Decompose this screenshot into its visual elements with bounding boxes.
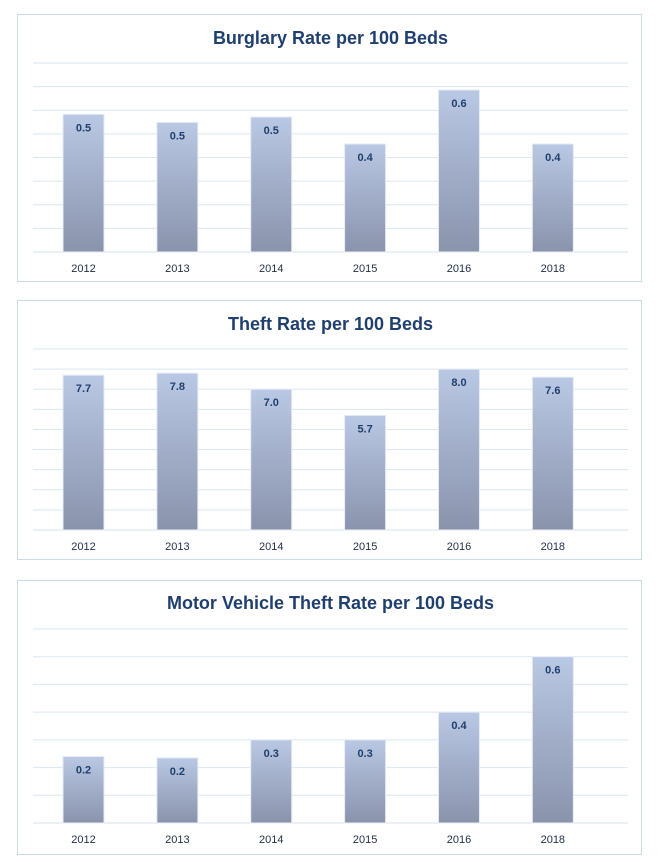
theft-bar-2012 <box>63 375 104 530</box>
theft-x-tick-2014: 2014 <box>258 541 284 553</box>
motor-vehicle-theft-x-tick-2014: 2014 <box>258 834 284 846</box>
motor-vehicle-theft-data-label-2015: 0.3 <box>357 747 373 760</box>
burglary-bar-2016 <box>438 90 479 252</box>
theft-bar-2014 <box>251 389 292 530</box>
motor-vehicle-theft-chart-title: Motor Vehicle Theft Rate per 100 Beds <box>166 593 495 613</box>
theft-x-tick-2012: 2012 <box>71 541 96 553</box>
motor-vehicle-theft-data-label-2012: 0.2 <box>75 764 92 777</box>
burglary-chart-panel <box>17 14 642 282</box>
theft-data-label-2016: 8.0 <box>451 377 467 390</box>
burglary-chart <box>18 15 643 283</box>
theft-x-tick-2018: 2018 <box>540 541 566 553</box>
theft-x-tick-2015: 2015 <box>352 541 378 553</box>
motor-vehicle-theft-data-label-2014: 0.3 <box>263 747 279 760</box>
motor-vehicle-theft-x-tick-2016: 2016 <box>446 834 472 846</box>
burglary-bar-2012 <box>63 114 104 252</box>
theft-bar-2018 <box>532 377 573 530</box>
theft-x-tick-2013: 2013 <box>165 541 190 553</box>
burglary-chart-title: Burglary Rate per 100 Beds <box>212 28 449 48</box>
theft-bar-2013 <box>157 373 198 530</box>
theft-data-label-2012: 7.7 <box>75 383 92 396</box>
burglary-data-label-2015: 0.4 <box>357 152 373 164</box>
theft-chart-title: Theft Rate per 100 Beds <box>227 314 434 334</box>
burglary-bar-2014 <box>251 117 292 252</box>
burglary-x-tick-2018: 2018 <box>540 263 566 275</box>
motor-vehicle-theft-x-tick-2015: 2015 <box>352 834 378 846</box>
burglary-x-tick-2015: 2015 <box>352 263 378 275</box>
theft-x-tick-2016: 2016 <box>446 541 472 553</box>
burglary-x-tick-2014: 2014 <box>258 263 284 275</box>
motor-vehicle-theft-bar-2018 <box>532 657 573 823</box>
motor-vehicle-theft-x-tick-2013: 2013 <box>165 834 190 846</box>
motor-vehicle-theft-chart-panel <box>17 580 642 855</box>
theft-bar-2016 <box>438 369 479 530</box>
burglary-x-tick-2012: 2012 <box>71 263 96 275</box>
theft-chart <box>18 301 643 561</box>
burglary-data-label-2012: 0.5 <box>75 122 92 135</box>
theft-data-label-2013: 7.8 <box>169 381 186 394</box>
theft-chart-panel <box>17 300 642 560</box>
burglary-data-label-2018: 0.4 <box>545 152 561 164</box>
theft-data-label-2014: 7.0 <box>263 397 279 410</box>
burglary-x-tick-2013: 2013 <box>165 263 190 275</box>
theft-data-label-2018: 7.6 <box>545 385 561 398</box>
burglary-data-label-2013: 0.5 <box>169 130 186 143</box>
burglary-data-label-2014: 0.5 <box>263 125 279 137</box>
motor-vehicle-theft-data-label-2018: 0.6 <box>545 664 561 677</box>
motor-vehicle-theft-chart <box>18 581 643 856</box>
motor-vehicle-theft-x-tick-2012: 2012 <box>71 834 96 846</box>
motor-vehicle-theft-x-tick-2018: 2018 <box>540 834 566 846</box>
motor-vehicle-theft-data-label-2013: 0.2 <box>169 765 186 778</box>
burglary-x-tick-2016: 2016 <box>446 263 472 275</box>
motor-vehicle-theft-data-label-2016: 0.4 <box>451 720 467 733</box>
burglary-data-label-2016: 0.6 <box>451 98 467 110</box>
theft-data-label-2015: 5.7 <box>357 423 373 436</box>
